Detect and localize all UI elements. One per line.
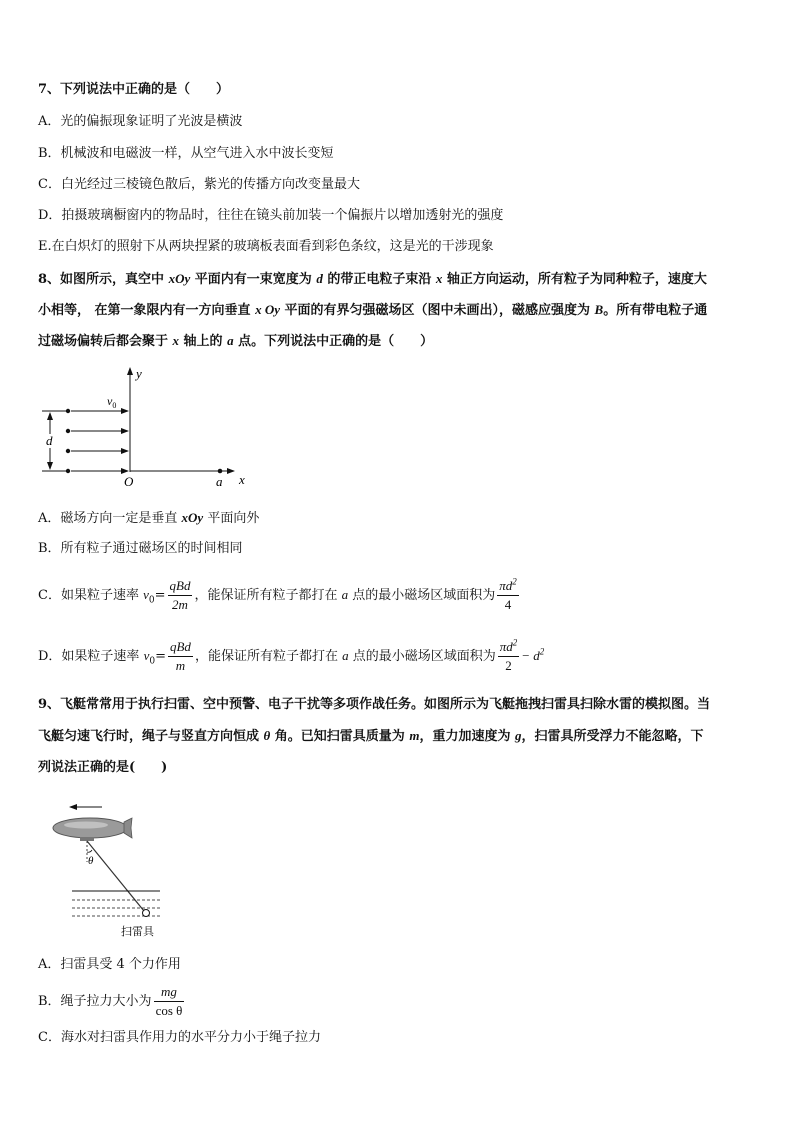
origin-label: O bbox=[124, 474, 134, 489]
y-axis-label: y bbox=[136, 366, 142, 381]
q7-option-e: E.在白炽灯的照射下从两块捏紧的玻璃板表面看到彩色条纹，这是光的干涉现象 bbox=[38, 239, 494, 254]
q8-figure bbox=[36, 362, 256, 492]
q7-option-d: D．拍摄玻璃橱窗内的物品时，往往在镜头前加装一个偏振片以增加透射光的强度 bbox=[38, 208, 504, 223]
q8-option-d: D．如果粒子速率 $v_0=$ $\frac{\text{qBd}}{m}$ ，能保证所有粒子都打在 a 点的最小磁场区域面积为 $\frac{\pi d^2}{2}$ − $d^2$ bbox=[38, 637, 545, 673]
q9-stem-line3: 列说法正确的是( ) bbox=[38, 760, 168, 775]
q8-stem-line3: 过磁场偏转后都会聚于 x 轴上的 a 点。下列说法中正确的是（ ） bbox=[38, 333, 434, 349]
q7-option-b: B．机械波和电磁波一样，从空气进入水中波长变短 bbox=[38, 146, 334, 161]
q8-option-c: C．如果粒子速率 $v_0=$ $\frac{\text{qBd}}{2m}$ ，能保证所有粒子都打在 a 点的最小磁场区域面积为 $\frac{\pi d^2}{4}$ bbox=[38, 576, 517, 612]
d-label: d bbox=[46, 433, 53, 448]
particle-1 bbox=[66, 409, 70, 413]
particle-4 bbox=[66, 469, 70, 473]
q9-stem-line1: 9、飞艇常常用于执行扫雷、空中预警、电子干扰等多项作战任务。如图所示为飞艇拖拽扫雷具扫除水雷的模拟图。当 bbox=[38, 697, 711, 712]
q8d-area-fraction: $\frac{\pi d^2}{2}$ bbox=[499, 637, 518, 673]
tow-rope bbox=[87, 841, 144, 911]
sweeper-caption: 扫雷具 bbox=[121, 925, 154, 938]
x-axis-label: x bbox=[239, 472, 245, 487]
q7-option-c: C．白光经过三棱镜色散后，紫光的传播方向改变量最大 bbox=[38, 177, 360, 192]
q9b-tension-fraction: $\frac{mg}{\text{cos θ}}$ bbox=[155, 984, 183, 1018]
q8d-velocity-fraction: $\frac{\text{qBd}}{m}$ bbox=[169, 639, 191, 673]
q7-option-a: A．光的偏振现象证明了光波是横波 bbox=[38, 114, 243, 129]
q9-figure bbox=[40, 800, 170, 940]
q7-stem: 7、下列说法中正确的是（ ） bbox=[38, 82, 230, 97]
theta-label: θ bbox=[88, 855, 94, 867]
v0-label: $v_0$ bbox=[107, 394, 117, 410]
point-a bbox=[218, 469, 223, 474]
q8c-area-fraction: $\frac{\pi d^2}{4}$ bbox=[499, 576, 517, 612]
q9-option-b: B．绳子拉力大小为 $\frac{mg}{\text{cos θ}}$ bbox=[38, 984, 183, 1018]
q8-stem-line1: 8、如图所示，真空中 xOy 平面内有一束宽度为 d 的带正电粒子束沿 x 轴正方向运动，所有粒子为同种粒子，速度大 bbox=[38, 271, 707, 287]
q9-stem-line2: 飞艇匀速飞行时，绳子与竖直方向恒成 θ 角。已知扫雷具质量为 m，重力加速度为 g，扫雷具所受浮力不能忽略，下 bbox=[38, 728, 704, 744]
point-a-label: a bbox=[216, 474, 223, 489]
q8-stem-line2: 小相等， 在第一象限内有一方向垂直 x Oy 平面的有界匀强磁场区（图中未画出），磁感应强度为 B。所有带电粒子通 bbox=[38, 302, 708, 318]
q9-option-a: A．扫雷具受 4 个力作用 bbox=[38, 957, 181, 972]
q9-option-c: C．海水对扫雷具作用力的水平分力小于绳子拉力 bbox=[38, 1030, 321, 1045]
q8-option-b: B．所有粒子通过磁场区的时间相同 bbox=[38, 541, 243, 556]
q8-option-a: A．磁场方向一定是垂直 xOy 平面向外 bbox=[38, 510, 260, 526]
q8c-velocity-fraction: $\frac{\text{qBd}}{2m}$ bbox=[169, 578, 191, 612]
mine-sweeper-icon bbox=[143, 910, 150, 917]
particle-2 bbox=[66, 429, 70, 433]
particle-3 bbox=[66, 449, 70, 453]
